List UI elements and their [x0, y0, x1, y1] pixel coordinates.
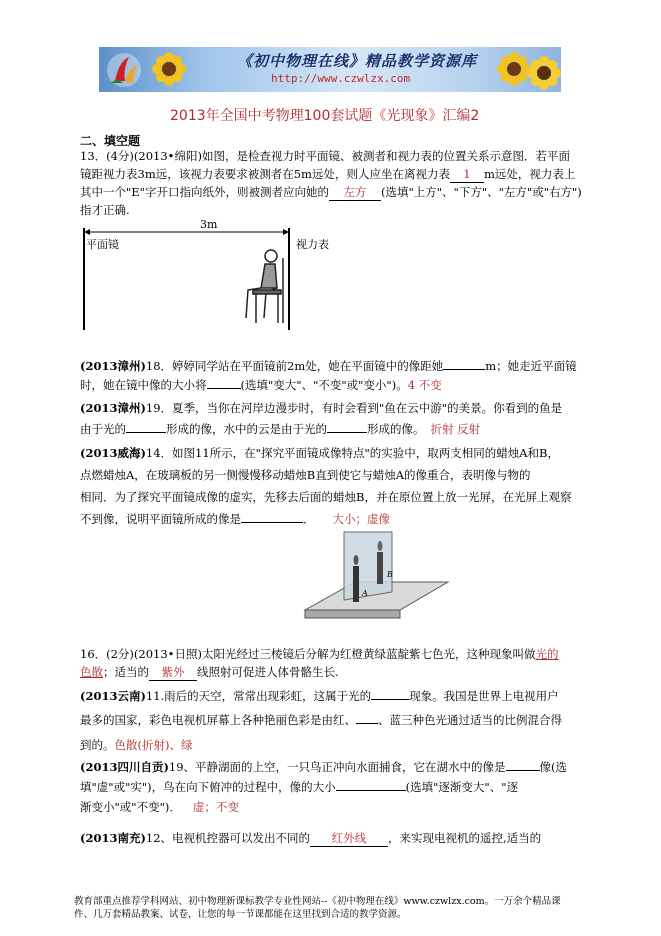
q19b-blank-1 [506, 770, 540, 771]
q19a-text: 形成的像，水中的云是由于光的 [166, 422, 327, 436]
q19b-line3 [80, 799, 239, 815]
header-banner [99, 47, 561, 92]
q14-text: 不到像，说明平面镜所成的像是 [80, 512, 241, 526]
q19b-line2 [80, 779, 518, 795]
page-footer [74, 895, 561, 921]
q18-answer: 4 不变 [407, 378, 442, 392]
q13-answer-1: 1 [450, 166, 484, 183]
q13-line2 [80, 166, 575, 183]
q13-line3 [80, 184, 582, 201]
q13-text: (选填"上方"、"下方"、"左方"或"右方") [380, 185, 582, 199]
q14-line2: 点燃蜡烛A，在玻璃板的另一侧慢慢移动蜡烛B直到使它与蜡烛A的像重合，表明像与物的 [80, 468, 531, 482]
q19b-text: 像(选 [539, 760, 568, 774]
q16-text: 线照射可促进人体骨骼生长. [197, 665, 339, 679]
q14-line3: 相同．为了探究平面镜成像的虚实，先移去后面的蜡烛B，并在原位置上放一光屏，在光屏上观察 [80, 490, 572, 504]
q14-answer: 大小；虚像 [332, 512, 390, 526]
q18-blank-2 [207, 388, 241, 389]
q11-line3 [80, 737, 192, 753]
q19b-text: 渐变小"或"不变")． [80, 800, 181, 814]
q19a-answer: 折射 反射 [430, 422, 481, 436]
q11-text: 最多的国家，彩色电视机屏幕上各种艳丽色彩是由红、 [80, 713, 356, 727]
q19b-text: 填"虚"或"实")，鸟在向下俯冲的过程中，像的大小 [80, 780, 336, 794]
q16-text: ；适当的 [103, 665, 149, 679]
footer-line2: 件、几万套精品教案、试卷，让您的每一节课都能在这里找到合适的教学资源。 [74, 909, 407, 920]
q19a-line2 [80, 421, 480, 437]
site-logo-icon [105, 51, 143, 89]
q11-text: 现象。我国是世界上电视用户 [409, 689, 559, 703]
q19b-source: (2013四川自贡) [80, 760, 169, 774]
q19b-text: 19、平静湖面的上空，一只鸟正冲向水面捕食，它在湖水中的像是 [168, 760, 506, 774]
q19b-text: (选填"逐渐变大"、"逐 [405, 780, 519, 794]
candle-b-label: B [387, 570, 393, 579]
sunflower-icon [524, 53, 561, 92]
banner-title: 《初中物理在线》精品教学资源库 [237, 52, 478, 70]
q12-text: ，来实现电视机的遥控,适当的 [388, 831, 542, 845]
q11-text: 、蓝三种色光通过适当的比例混合得 [378, 713, 562, 727]
q19b-blank-2 [336, 790, 406, 791]
mirror-label: 平面镜 [86, 238, 119, 251]
q13-line1: 13．(4分)(2013•绵阳)如图，是检查视力时平面镜、被测者和视力表的位置关系示意图．若平面 [80, 149, 570, 163]
q19a-source: (2013漳州) [80, 401, 146, 415]
q19b-answer: 虚；不变 [192, 800, 239, 814]
q14-blank [241, 522, 303, 523]
section-heading: 二、填空题 [80, 134, 141, 148]
q11-blank-2 [356, 723, 378, 724]
q16-answer-1b: 色散 [80, 665, 103, 679]
q19a-text: 形成的像。 [367, 422, 425, 436]
q19b-line1 [80, 759, 567, 775]
q14-line1 [80, 445, 559, 461]
q16-answer-1: 光的 [535, 647, 559, 661]
document-title: 2013年全国中考物理100套试题《光现象》汇编2 [170, 108, 480, 124]
sunflower-icon [149, 49, 189, 89]
q14-line4: 不到像，说明平面镜所成的像是 ． 大小；虚像 [80, 512, 390, 526]
banner-url: http://www.czwlzx.com [271, 72, 411, 85]
q13-line4: 指才正确. [80, 203, 130, 217]
q11-text: 到的。 [80, 738, 115, 752]
q19a-blank-2 [327, 432, 367, 433]
footer-line1: 教育部重点推荐学科网站、初中物理新课标教学专业性网站--《初中物理在线》www.czwlzx.com。一万余个精品课 [74, 896, 561, 907]
q19a-line1 [80, 400, 562, 416]
q13-answer-2: 左方 [329, 184, 381, 201]
q11-source: (2013云南) [80, 689, 146, 703]
q12-text: 12、电视机控器可以发出不同的 [145, 831, 311, 845]
q11-text: 11.雨后的天空，常常出现彩虹，这属于光的 [145, 689, 372, 703]
q12-answer: 红外线 [310, 830, 388, 847]
q11-answer: 色散(折射)、绿 [114, 738, 193, 752]
q16-line2 [80, 664, 339, 681]
q18-blank-1 [443, 369, 485, 370]
q16-text: 16．(2分)(2013•日照)太阳光经过三棱镜后分解为红橙黄绿蓝靛紫七色光，这种现象叫做 [80, 647, 536, 661]
q18-text: 时，她在镜中像的大小将 [80, 378, 207, 392]
q12-source: (2013南充) [80, 831, 146, 845]
distance-label: 3m [200, 218, 218, 231]
q11-blank-1 [371, 699, 409, 700]
q14-text: 14．如图11所示，在"探究平面镜成像特点"的实验中，取两支相同的蜡烛A和B， [145, 446, 559, 460]
q13-text: m远处，视力表上 [483, 167, 576, 181]
sunflower-group-left [149, 47, 229, 92]
q18-text: m；她走近平面镜 [485, 359, 577, 373]
chart-label: 视力表 [296, 238, 329, 251]
q16-line1 [80, 646, 558, 662]
q18-line1 [80, 358, 577, 374]
q16-answer-2: 紫外 [149, 664, 197, 681]
figure-candle-experiment [300, 530, 450, 622]
q12-line1 [80, 830, 541, 847]
q13-text: 镜距视力表3m远，该视力表要求被测者在5m远处，则人应坐在离视力表 [80, 167, 450, 181]
q11-line1 [80, 688, 559, 704]
candle-a-label: A [362, 589, 368, 598]
q19a-text: 由于光的 [80, 422, 126, 436]
q14-source: (2013威海) [80, 446, 146, 460]
q18-text: (选填"变大"、"不变"或"变小")。 [240, 378, 408, 392]
q18-line2 [80, 377, 442, 393]
q11-line2 [80, 712, 562, 728]
q19a-text: 19．夏季，当你在河岸边漫步时，有时会看到"鱼在云中游"的美景。你看到的鱼是 [145, 401, 563, 415]
q19a-blank-1 [126, 432, 166, 433]
q18-source: (2013漳州) [80, 359, 146, 373]
q13-text: 其中一个"E"字开口指向纸外，则被测者应向她的 [80, 185, 329, 199]
q18-text: 18．婷婷同学站在平面镜前2m处，她在平面镜中的像距她 [145, 359, 444, 373]
